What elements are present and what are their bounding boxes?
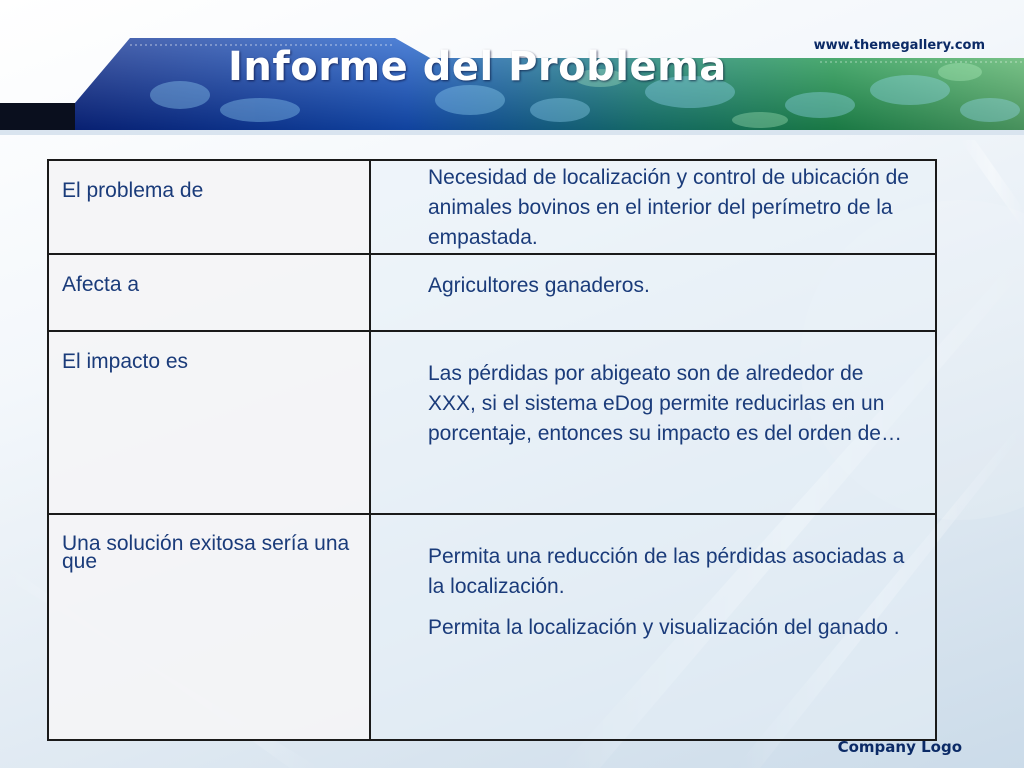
row-label: Una solución exitosa sería una que: [48, 514, 370, 740]
row-value-text: Necesidad de localización y control de ubicación de animales bovinos en el interior del perímetro de la empastada.: [428, 166, 909, 249]
website-url[interactable]: www.themegallery.com: [813, 38, 985, 53]
table-row: [48, 160, 936, 254]
row-value: [370, 254, 936, 331]
row-value: [370, 160, 936, 254]
row-value: [370, 331, 936, 514]
row-value-text: Permita la localización y visualización del ganado .: [428, 616, 900, 639]
row-label: El problema de: [48, 160, 370, 254]
problem-statement-table: [47, 159, 937, 741]
row-label: El impacto es: [48, 331, 370, 514]
row-value: [370, 514, 936, 740]
page-title: Informe del Problema: [228, 44, 727, 90]
row-value-text: Las pérdidas por abigeato son de alrededor de XXX, si el sistema eDog permite reducirlas en un porcentaje, entonces su impacto es del orden de…: [428, 362, 902, 445]
row-label: Afecta a: [48, 254, 370, 331]
table-row: [48, 514, 936, 740]
company-logo: Company Logo: [837, 738, 962, 756]
row-value-text: Agricultores ganaderos.: [428, 274, 650, 297]
row-value-text: Permita una reducción de las pérdidas asociadas a la localización.: [428, 545, 905, 598]
table-row: [48, 331, 936, 514]
table-row: [48, 254, 936, 331]
